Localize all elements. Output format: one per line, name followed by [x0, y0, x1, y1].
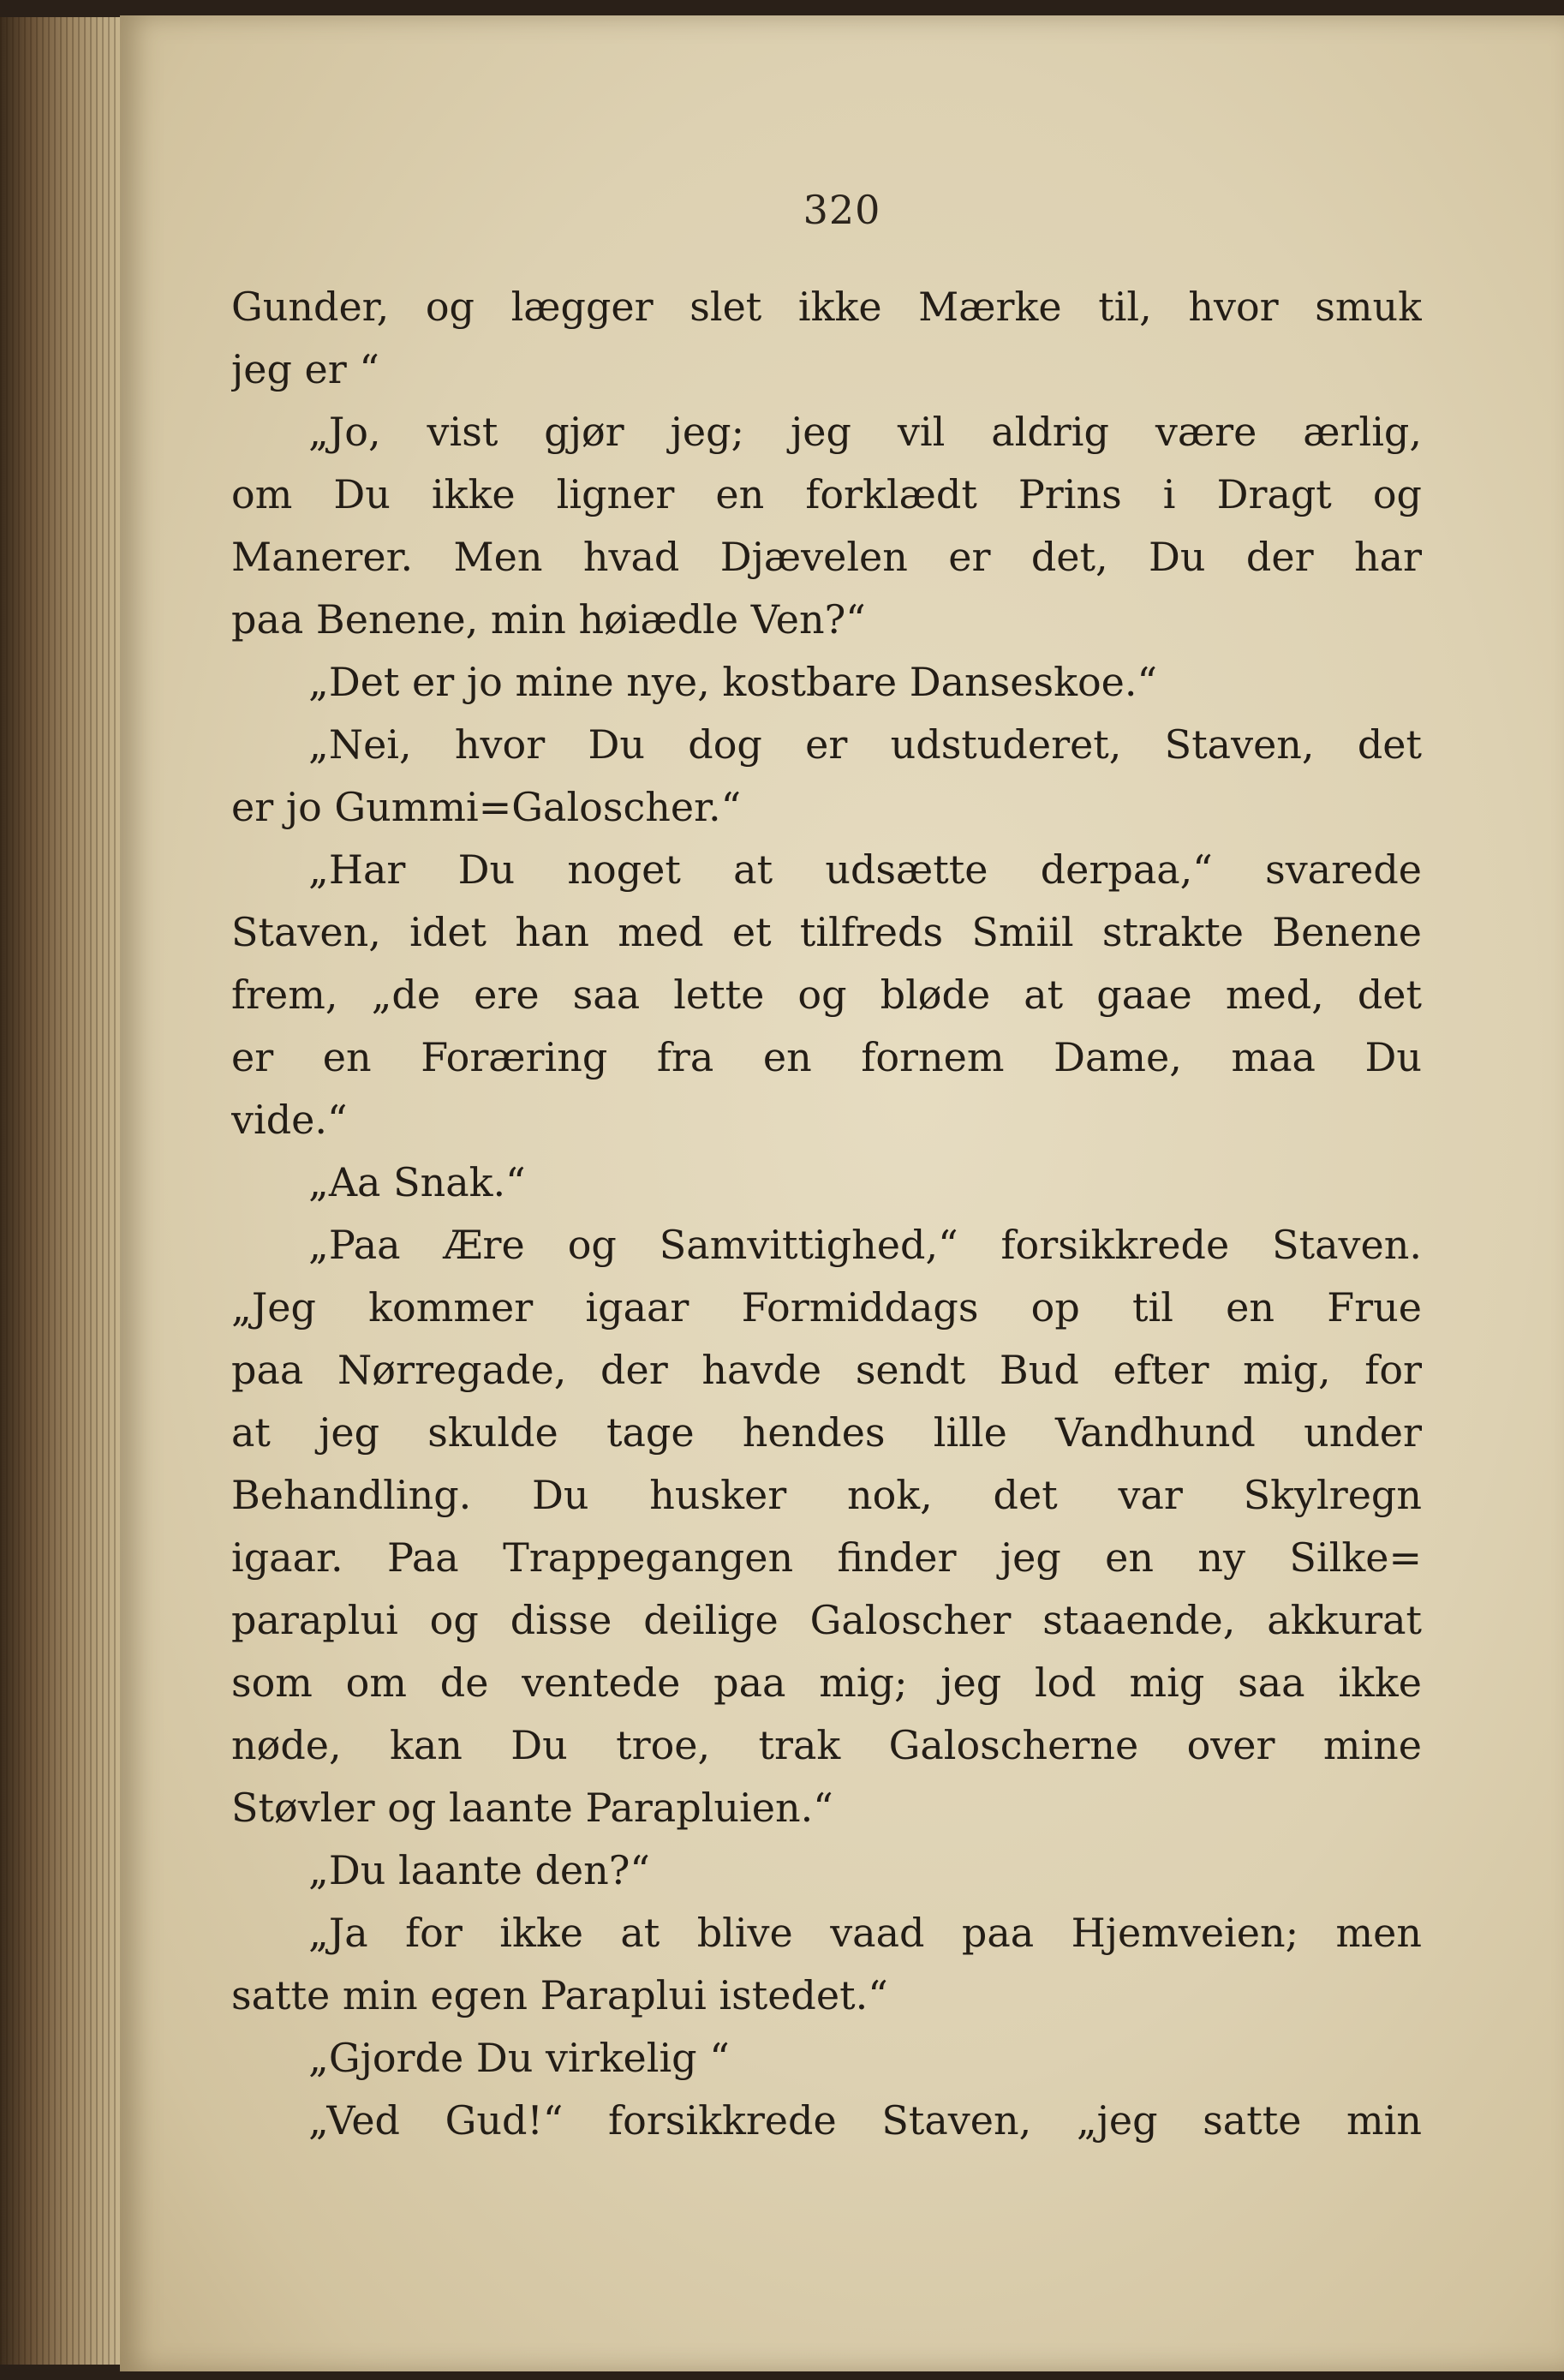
text-line: „Jeg kommer igaar Formiddags op til en Frue: [231, 1284, 1422, 1331]
text-line: „Ved Gud!“ forsikkrede Staven, „jeg satte min: [308, 2097, 1422, 2144]
text-line: om Du ikke ligner en forklædt Prins i Dragt og: [231, 471, 1422, 517]
text-line: „Gjorde Du virkelig “: [308, 2035, 730, 2081]
text-line: paa Benene, min høiædle Ven?“: [231, 596, 866, 643]
text-line: „Paa Ære og Samvittighed,“ forsikkrede Staven.: [308, 1222, 1422, 1268]
text-line: igaar. Paa Trappegangen finder jeg en ny Silke=: [231, 1534, 1422, 1581]
text-line: „Nei, hvor Du dog er udstuderet, Staven, det: [308, 721, 1422, 768]
text-line: Støvler og laante Parapluien.“: [231, 1785, 833, 1831]
text-line: frem, „de ere saa lette og bløde at gaae med, det: [231, 972, 1422, 1018]
text-line: Manerer. Men hvad Djævelen er det, Du der har: [231, 534, 1422, 580]
text-line: „Du laante den?“: [308, 1847, 650, 1893]
text-line: at jeg skulde tage hendes lille Vandhund under: [231, 1409, 1422, 1456]
text-line: „Aa Snak.“: [308, 1159, 526, 1205]
text-line: „Har Du noget at udsætte derpaa,“ svarede: [308, 846, 1422, 893]
text-line: som om de ventede paa mig; jeg lod mig saa ikke: [231, 1659, 1422, 1706]
text-line: paraplui og disse deilige Galoscher staaende, akkurat: [231, 1597, 1422, 1643]
text-line: satte min egen Paraplui istedet.“: [231, 1972, 888, 2018]
text-line: paa Nørregade, der havde sendt Bud efter mig, for: [231, 1347, 1422, 1393]
text-line: nøde, kan Du troe, trak Galoscherne over mine: [231, 1722, 1422, 1768]
text-line: jeg er “: [231, 346, 379, 392]
text-line: „Det er jo mine nye, kostbare Danseskoe.“: [308, 659, 1157, 705]
text-line: Behandling. Du husker nok, det var Skylregn: [231, 1472, 1422, 1518]
text-line: „Jo, vist gjør jeg; jeg vil aldrig være ærlig,: [308, 409, 1422, 455]
text-line: er en Foræring fra en fornem Dame, maa Du: [231, 1034, 1422, 1080]
text-line: „Ja for ikke at blive vaad paa Hjemveien; men: [308, 1910, 1422, 1956]
body-text: [231, 276, 1422, 2152]
text-line: vide.“: [231, 1097, 348, 1143]
text-line: er jo Gummi=Galoscher.“: [231, 784, 742, 830]
text-line: Gunder, og lægger slet ikke Mærke til, hvor smuk: [231, 284, 1422, 330]
text-line: Staven, idet han med et tilfreds Smiil strakte Benene: [231, 909, 1422, 955]
book-page-edges: [0, 17, 128, 2365]
page-number: 320: [803, 187, 881, 233]
